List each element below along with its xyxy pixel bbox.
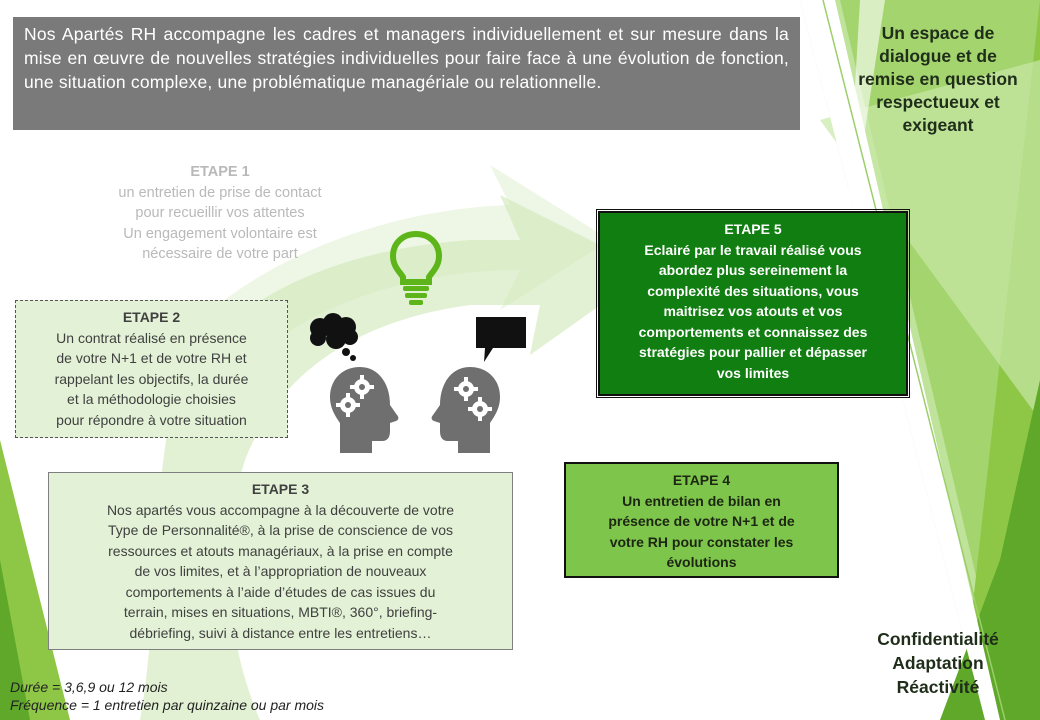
step-5-line: stratégies pour pallier et dépasser bbox=[639, 344, 867, 360]
values-list bbox=[848, 627, 1028, 699]
intro-box: Nos Apartés RH accompagne les cadres et managers individuellement et sur mesure dans la mise en œuvre de nouvelles stratégies individuelles pour faire face à une évolution de fonction, une situation complexe, une problématique managériale ou relationnelle. bbox=[13, 17, 800, 130]
step-2-line: pour répondre à votre situation bbox=[56, 411, 247, 428]
lightbulb-icon bbox=[388, 230, 444, 306]
head-gears-icon bbox=[430, 365, 502, 455]
side-title: Un espace de dialogue et de remise en question respectueux et exigeant bbox=[858, 23, 1018, 135]
step-4-line: votre RH pour constater les bbox=[609, 533, 794, 550]
step-5-line: Eclairé par le travail réalisé vous bbox=[644, 241, 862, 258]
frequency-note: Fréquence = 1 entretien par quinzaine ou par mois bbox=[10, 697, 325, 713]
step-5-box bbox=[598, 211, 908, 396]
step-4-line: présence de votre N+1 et de bbox=[608, 513, 795, 529]
step-1-line: nécessaire de votre part bbox=[142, 246, 298, 262]
step-2-line: Un contrat réalisé en présence bbox=[56, 329, 247, 346]
value-reactivity: Réactivité bbox=[896, 677, 980, 697]
step-5-line: abordez plus sereinement la bbox=[658, 262, 848, 278]
step-1-line: un entretien de prise de contact bbox=[118, 184, 322, 201]
step-4-title: ETAPE 4 bbox=[672, 472, 731, 488]
step-5-line: maitrisez vos atouts et vos bbox=[663, 303, 843, 319]
step-2-line: de votre N+1 et de votre RH et bbox=[56, 350, 247, 366]
step-3-line: comportements à l’aide d’études de cas issues du bbox=[125, 583, 436, 600]
value-adaptation: Adaptation bbox=[892, 653, 984, 673]
step-1 bbox=[75, 162, 365, 265]
step-3-line: Nos apartés vous accompagne à la découverte de votre bbox=[106, 501, 455, 518]
step-1-line: Un engagement volontaire est bbox=[123, 225, 317, 242]
step-2-box bbox=[15, 300, 288, 438]
step-2-line: rappelant les objectifs, la durée bbox=[54, 370, 249, 387]
step-5-line: comportements et connaissez des bbox=[638, 323, 868, 340]
footer-notes bbox=[10, 678, 430, 714]
thought-cloud-icon bbox=[306, 312, 362, 362]
step-3-line: ressources et atouts managériaux, à la prise en compte bbox=[108, 542, 453, 559]
value-confidentiality: Confidentialité bbox=[877, 629, 999, 649]
step-1-title: ETAPE 1 bbox=[190, 164, 250, 180]
step-1-line: pour recueillir vos attentes bbox=[135, 205, 305, 221]
step-4-line: évolutions bbox=[666, 554, 737, 570]
step-3-title: ETAPE 3 bbox=[251, 481, 310, 497]
step-5-line: complexité des situations, vous bbox=[647, 282, 859, 299]
step-4-box bbox=[564, 462, 839, 578]
head-gears-icon bbox=[328, 365, 400, 455]
step-2-line: et la méthodologie choisies bbox=[67, 391, 236, 407]
step-2-title: ETAPE 2 bbox=[122, 309, 181, 325]
step-5-line: vos limites bbox=[716, 364, 790, 381]
step-3-box bbox=[48, 472, 513, 650]
duration-note: Durée = 3,6,9 ou 12 mois bbox=[10, 679, 168, 695]
step-4-line: Un entretien de bilan en bbox=[622, 492, 781, 509]
step-3-line: Type de Personnalité®, à la prise de conscience de vos bbox=[108, 522, 453, 538]
speech-bubble-icon bbox=[475, 316, 527, 364]
step-3-line: de vos limites, et à l’appropriation de nouveaux bbox=[134, 563, 427, 579]
step-3-line: débriefing, suivi à distance entre les entretiens… bbox=[129, 624, 432, 641]
step-3-line: terrain, mises en situations, MBTI®, 360°, briefing- bbox=[123, 604, 438, 620]
step-5-title: ETAPE 5 bbox=[724, 221, 782, 237]
